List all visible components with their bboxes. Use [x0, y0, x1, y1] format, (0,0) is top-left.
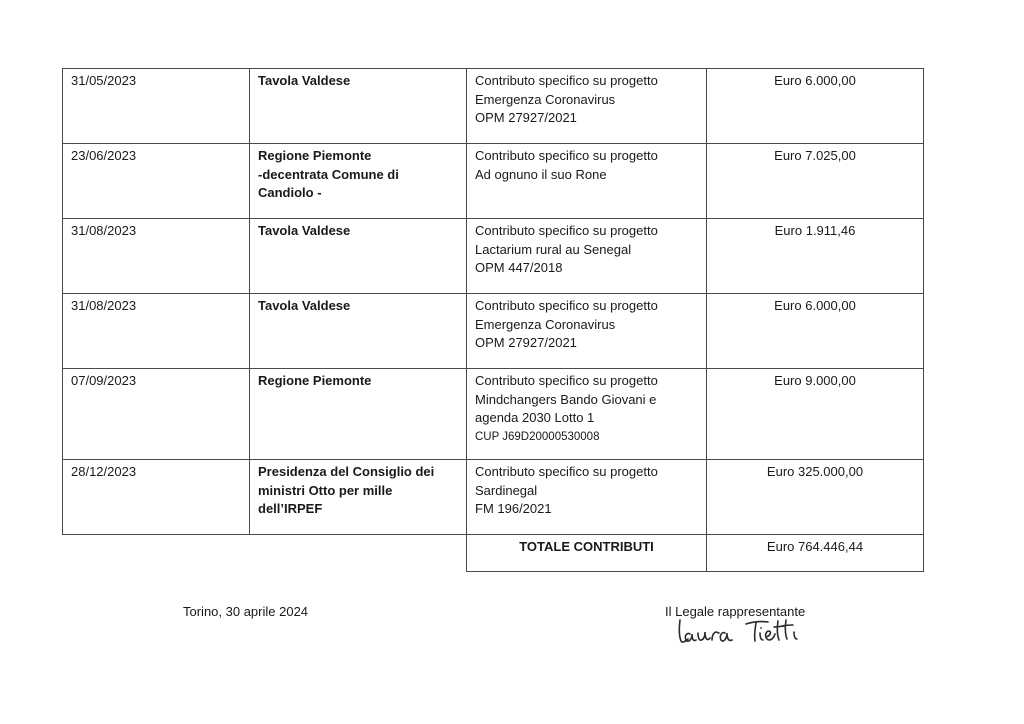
row-date: 07/09/2023: [63, 369, 250, 460]
row-entity: Tavola Valdese: [250, 219, 467, 294]
table-row: [63, 69, 924, 144]
row-amount: Euro 1.911,46: [707, 219, 924, 294]
row-description: Contributo specifico su progetto Emergenza Coronavirus OPM 27927/2021: [467, 69, 707, 144]
row-description: Contributo specifico su progetto Ad ognuno il suo Rone: [467, 144, 707, 219]
row-date: 31/08/2023: [63, 219, 250, 294]
row-entity: Regione Piemonte: [250, 369, 467, 460]
row-description: Contributo specifico su progetto Emergenza Coronavirus OPM 27927/2021: [467, 294, 707, 369]
row-description: Contributo specifico su progetto Sardinegal FM 196/2021: [467, 460, 707, 535]
table-row: [63, 144, 924, 219]
total-label: TOTALE CONTRIBUTI: [467, 535, 707, 572]
contributions-table: [62, 68, 924, 572]
table-row: [63, 369, 924, 460]
row-amount: Euro 6.000,00: [707, 69, 924, 144]
row-description: Contributo specifico su progetto Lactarium rural au Senegal OPM 447/2018: [467, 219, 707, 294]
row-entity: Presidenza del Consiglio dei ministri Otto per mille dell’IRPEF: [250, 460, 467, 535]
total-row: [63, 535, 924, 572]
signature-image: [676, 612, 806, 646]
place-date: Torino, 30 aprile 2024: [183, 604, 309, 619]
row-description: Contributo specifico su progetto Mindchangers Bando Giovani e agenda 2030 Lotto 1 CUP J69D20000530008: [467, 369, 707, 460]
row-amount: Euro 325.000,00: [707, 460, 924, 535]
row-amount: Euro 7.025,00: [707, 144, 924, 219]
row-date: 31/08/2023: [63, 294, 250, 369]
total-spacer: [63, 535, 467, 572]
legal-representative-label: Il Legale rappresentante: [665, 604, 806, 619]
row-amount: Euro 6.000,00: [707, 294, 924, 369]
row-entity: Tavola Valdese: [250, 294, 467, 369]
total-amount: Euro 764.446,44: [707, 535, 924, 572]
row-amount: Euro 9.000,00: [707, 369, 924, 460]
row-entity: Regione Piemonte -decentrata Comune di Candiolo -: [250, 144, 467, 219]
table-row: [63, 460, 924, 535]
row-date: 23/06/2023: [63, 144, 250, 219]
table-row: [63, 294, 924, 369]
row-entity: Tavola Valdese: [250, 69, 467, 144]
row-date: 31/05/2023: [63, 69, 250, 144]
row-date: 28/12/2023: [63, 460, 250, 535]
table-row: [63, 219, 924, 294]
